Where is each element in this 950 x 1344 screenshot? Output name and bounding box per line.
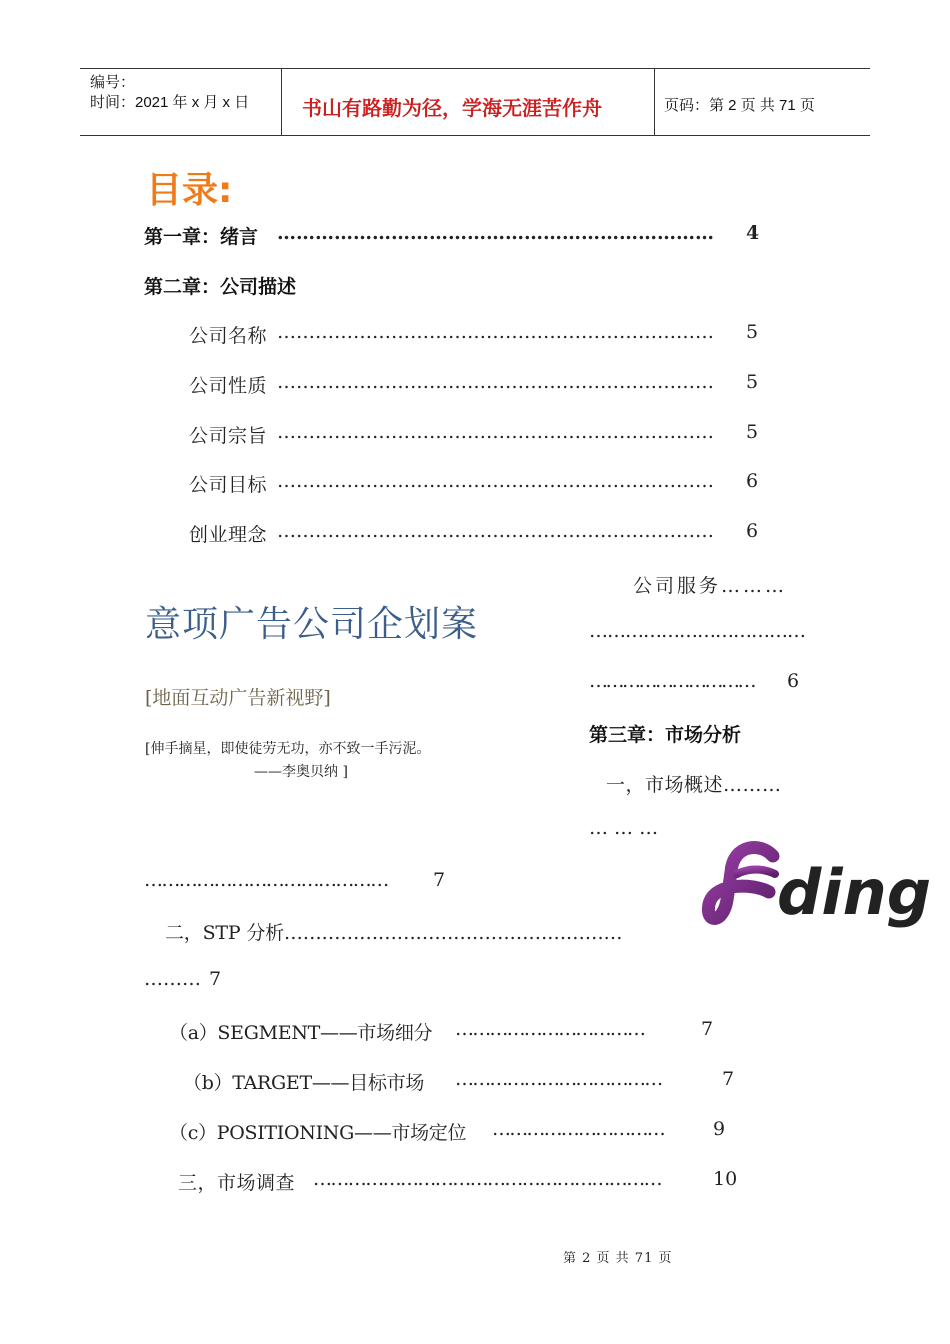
- toc-item-dots: ……………………………………………………………: [277, 520, 714, 542]
- toc-segment-label: （a）SEGMENT——市场细分: [169, 1022, 433, 1044]
- footer-page-number: 第 2 页 共 71 页: [563, 1251, 673, 1266]
- toc-item-page: 5: [746, 321, 759, 343]
- toc-item-label: 公司宗旨: [189, 425, 268, 447]
- toc-item-label: 公司目标: [189, 474, 268, 496]
- toc-target-dots: ………………………………: [455, 1068, 662, 1090]
- toc-service-dots-line2: ………………………………: [589, 620, 805, 642]
- header-time-label: 时间：2021 年 x 月 x 日: [90, 94, 250, 111]
- toc-market-overview-page: 7: [433, 869, 446, 891]
- toc-segment-dots: ……………………………: [455, 1018, 645, 1040]
- toc-item-dots: ……………………………………………………………: [277, 371, 714, 393]
- header-top-rule: [80, 68, 870, 69]
- toc-item-dots: ……………………………………………………………: [277, 321, 714, 343]
- header-divider-left: [281, 68, 282, 136]
- toc-survey-dots: ……………………………………………………: [313, 1168, 662, 1190]
- toc-market-overview-dots-line2: … … …: [589, 817, 659, 839]
- toc-positioning-dots: …………………………: [492, 1118, 665, 1140]
- toc-chapter1-label: 第一章：绪言: [144, 226, 259, 248]
- toc-item-page: 6: [746, 520, 759, 542]
- toc-survey-label: 三，市场调查: [178, 1172, 296, 1194]
- toc-positioning-page: 9: [713, 1118, 726, 1140]
- toc-chapter1-page: 4: [746, 222, 760, 244]
- toc-item-label: 公司性质: [189, 375, 268, 397]
- toc-service-dots-line3: …………………………: [589, 670, 754, 692]
- cover-quote-line1: [伸手摘星，即使徒劳无功，亦不致一手污泥。: [145, 741, 431, 757]
- toc-chapter2-label: 第二章：公司描述: [144, 276, 297, 298]
- toc-item-dots: ……………………………………………………………: [277, 470, 714, 492]
- toc-survey-page: 10: [713, 1168, 738, 1190]
- logo-text: ding: [777, 856, 932, 929]
- toc-item-label: 公司名称: [189, 325, 268, 347]
- toc-target-label: （b）TARGET——目标市场: [183, 1072, 425, 1094]
- toc-segment-page: 7: [701, 1018, 714, 1040]
- toc-item-dots: ……………………………………………………………: [277, 421, 714, 443]
- toc-market-overview-dots-line3: ……………………………………: [144, 869, 388, 891]
- toc-stp-dots-line2: ………: [144, 968, 201, 990]
- toc-market-overview-label: 一，市场概述………: [606, 774, 782, 796]
- toc-target-page: 7: [722, 1068, 735, 1090]
- toc-item-page: 5: [746, 421, 759, 443]
- toc-title: 目录:: [146, 170, 233, 211]
- toc-chapter3-label: 第三章：市场分析: [589, 724, 742, 746]
- cover-title: 意项广告公司企划案: [145, 604, 479, 645]
- header-page-label: 页码：第 2 页 共 71 页: [664, 97, 815, 114]
- toc-positioning-label: （c）POSITIONING——市场定位: [169, 1122, 467, 1144]
- header-bottom-rule: [80, 135, 870, 136]
- cover-subtitle: [地面互动广告新视野]: [145, 687, 331, 709]
- toc-item-page: 6: [746, 470, 759, 492]
- toc-service-label: 公司服务………: [633, 575, 788, 597]
- header-motto: 书山有路勤为径，学海无涯苦作舟: [302, 96, 602, 120]
- ding-logo-icon: [703, 838, 932, 930]
- ding-logo: [703, 838, 932, 930]
- toc-item-label: 创业理念: [189, 524, 268, 546]
- cover-quote-line2: ——李奥贝纳 ]: [254, 764, 348, 780]
- header-serial-label: 编号：: [90, 74, 136, 91]
- toc-chapter1-dots: ……………………………………………………………: [277, 222, 714, 244]
- header-divider-right: [654, 68, 655, 136]
- toc-stp-label: 二，STP 分析………………………………………………: [165, 922, 623, 944]
- toc-item-page: 5: [746, 371, 759, 393]
- toc-stp-page: 7: [209, 968, 222, 990]
- toc-service-page: 6: [787, 670, 800, 692]
